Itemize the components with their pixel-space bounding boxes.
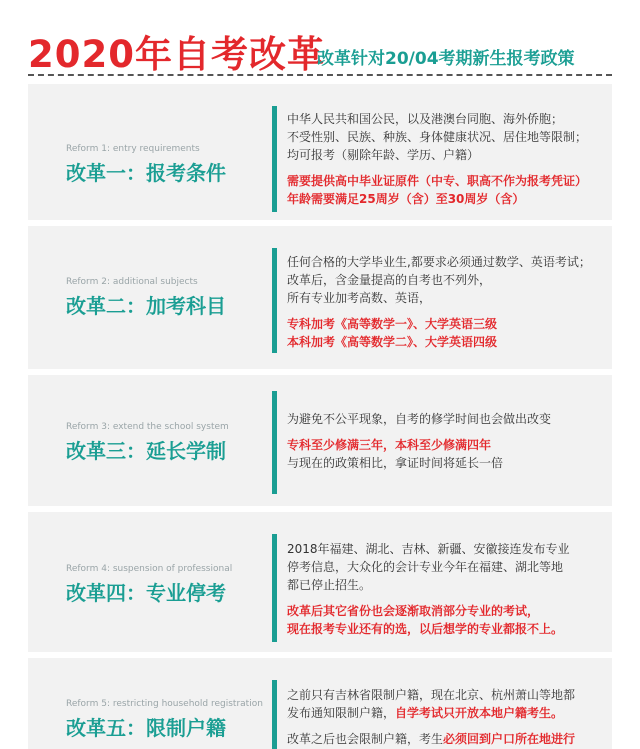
body-line: 停考信息，大众化的会计专业今年在福建、湖北等地: [287, 560, 564, 574]
highlight-line: 年龄需要满足25周岁（含）至30周岁（含）: [287, 192, 525, 206]
reform-body: [287, 540, 609, 638]
dashed-divider: [28, 74, 612, 76]
reform-body: [287, 410, 609, 472]
reform-body: [287, 253, 609, 351]
highlight-line: 需要提供高中毕业证原件（中专、职高不作为报考凭证）: [287, 174, 588, 188]
body-line: [287, 730, 609, 748]
reform-card-5: [28, 658, 612, 749]
body-line: 为避免不公平现象，自考的修学时间也会做出改变: [287, 412, 552, 426]
highlight-text: 必须回到户口所在地进行: [443, 732, 576, 746]
reform-en-label: Reform 2: additional subjects: [66, 277, 198, 287]
body-line: 改革后，含金量提高的自考也不列外，: [287, 273, 492, 287]
reform-en-label: Reform 4: suspension of professional: [66, 564, 233, 574]
highlight-line: 专科加考《高等数学一》、大学英语三级: [287, 317, 498, 331]
page-title: 2020年自考改革: [28, 33, 325, 76]
body-line: 中华人民共和国公民，以及港澳台同胞、海外侨胞；: [287, 112, 564, 126]
header: [0, 0, 640, 78]
body-line: 之前只有吉林省限制户籍，现在北京、杭州萧山等地都: [287, 688, 576, 702]
body-text: 发布通知限制户籍，: [287, 706, 396, 720]
highlight-line: 专科至少修满三年，本科至少修满四年: [287, 438, 492, 452]
teal-separator: [272, 391, 277, 494]
body-line: 均可报考（剔除年龄、学历、户籍）: [287, 148, 480, 162]
teal-separator: [272, 680, 277, 749]
body-line: 不受性别、民族、种族、身体健康状况、居住地等限制；: [287, 130, 588, 144]
body-line: 任何合格的大学毕业生,都要求必须通过数学、英语考试；: [287, 255, 591, 269]
teal-separator: [272, 106, 277, 212]
highlight-text: 自学考试只开放本地户籍考生。: [395, 706, 564, 720]
reform-card-2: [28, 226, 612, 369]
reform-en-label: Reform 5: restricting household registration: [66, 699, 263, 709]
reform-body: [287, 110, 609, 208]
reform-card-3: [28, 375, 612, 506]
reform-card-1: [28, 84, 612, 220]
body-line: 所有专业加考高数、英语，: [287, 291, 432, 305]
teal-separator: [272, 248, 277, 353]
highlight-line: 现在报考专业还有的选，以后想学的专业都报不上。: [287, 622, 564, 636]
body-line: [287, 704, 609, 722]
teal-separator: [272, 534, 277, 642]
page-subtitle: 改革针对20/04考期新生报考政策: [317, 49, 575, 69]
reform-cn-label: 改革三：延长学制: [66, 439, 226, 463]
body-line: 都已停止招生。: [287, 578, 372, 592]
reform-body: [287, 686, 609, 748]
reform-cn-label: 改革四：专业停考: [66, 581, 226, 605]
reform-cn-label: 改革一：报考条件: [66, 161, 226, 185]
reform-card-4: [28, 512, 612, 652]
body-line: 2018年福建、湖北、吉林、新疆、安徽接连发布专业: [287, 542, 570, 556]
body-line: 与现在的政策相比，拿证时间将延长一倍: [287, 456, 504, 470]
reform-en-label: Reform 3: extend the school system: [66, 422, 229, 432]
reform-cn-label: 改革五：限制户籍: [66, 716, 226, 740]
highlight-line: 本科加考《高等数学二》、大学英语四级: [287, 335, 498, 349]
reform-cn-label: 改革二：加考科目: [66, 294, 226, 318]
reform-en-label: Reform 1: entry requirements: [66, 144, 200, 154]
body-text: 改革之后也会限制户籍，考生: [287, 732, 444, 746]
highlight-line: 改革后其它省份也会逐渐取消部分专业的考试，: [287, 604, 540, 618]
